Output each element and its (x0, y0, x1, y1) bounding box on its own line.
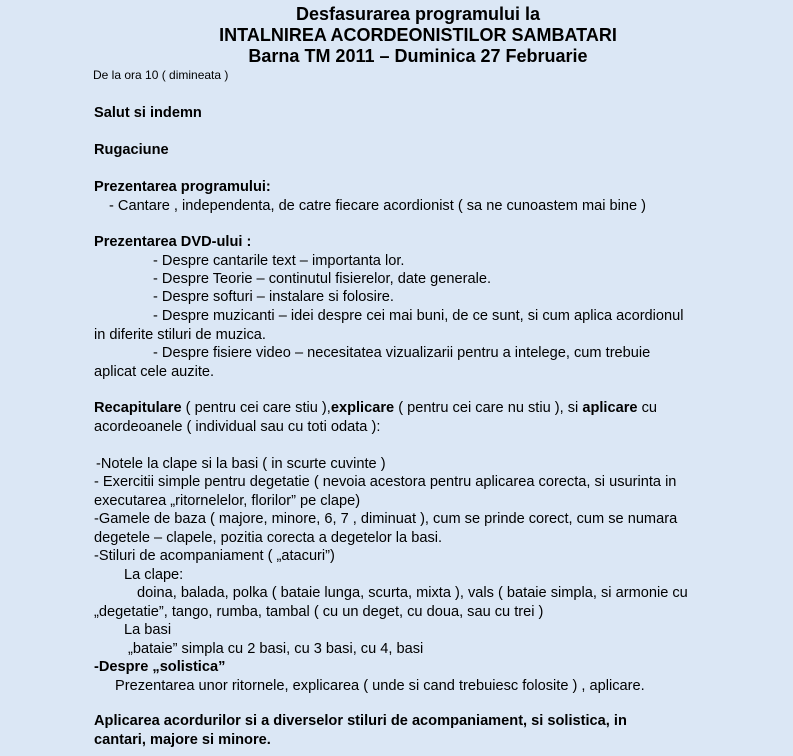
section-rugaciune: Rugaciune (94, 142, 169, 158)
solistica-text: Prezentarea unor ritornele, explicarea ( unde si cand trebuiesc folosite ) , aplicare. (115, 678, 645, 694)
recapitulare-line-2: acordeoanele ( individual sau cu toti odata ): (94, 419, 381, 435)
recapitulare-text-3: cu (637, 400, 657, 416)
section-prezentarea-dvd: Prezentarea DVD-ului : (94, 234, 252, 250)
dvd-item-5: - Despre fisiere video – necesitatea vizualizarii pentru a intelege, cum trebuie (153, 345, 651, 361)
title-line-2: INTALNIREA ACORDEONISTILOR SAMBATARI (219, 25, 617, 45)
detail-notele: -Notele la clape si la basi ( in scurte cuvinte ) (96, 456, 386, 472)
detail-gamele: -Gamele de baza ( majore, minore, 6, 7 , diminuat ), cum se prinde corect, cum se numara (94, 511, 678, 527)
section-salut: Salut si indemn (94, 105, 202, 121)
detail-la-clape: La clape: (124, 567, 184, 583)
dvd-item-3: - Despre softuri – instalare si folosire. (153, 289, 394, 305)
dvd-item-2: - Despre Teorie – continutul fisierelor, date generale. (153, 271, 492, 287)
recapitulare-line-1 (94, 399, 657, 417)
detail-gamele-cont: degetele – clapele, pozitia corecta a degetelor la basi. (94, 530, 443, 546)
section-solistica: -Despre „solistica” (94, 659, 226, 675)
detail-clape-styles: doina, balada, polka ( bataie lunga, scurta, mixta ), vals ( bataie simpla, si armonie cu (137, 585, 688, 601)
dvd-item-4-cont: in diferite stiluri de muzica. (94, 327, 266, 343)
section-prezentarea-programului: Prezentarea programului: (94, 179, 271, 195)
aplicarea-line-2: cantari, majore si minore. (94, 732, 271, 748)
aplicare-word: aplicare (582, 400, 638, 416)
programului-item: - Cantare , independenta, de catre fiecare acordionist ( sa ne cunoastem mai bine ) (109, 198, 647, 214)
explicare-word: explicare (330, 400, 395, 416)
dvd-item-1: - Despre cantarile text – importanta lor. (153, 253, 405, 269)
detail-exercitii: - Exercitii simple pentru degetatie ( nevoia acestora pentru aplicarea corecta, si usurinta in (94, 474, 677, 490)
title-line-3: Barna TM 2011 – Duminica 27 Februarie (248, 46, 588, 66)
detail-basi-bataie: „bataie” simpla cu 2 basi, cu 3 basi, cu 4, basi (128, 641, 424, 657)
dvd-item-4: - Despre muzicanti – idei despre cei mai buni, de ce sunt, si cum aplica acordionul (153, 308, 684, 324)
dvd-item-5-cont: aplicat cele auzite. (94, 364, 215, 380)
detail-clape-styles-cont: „degetatie”, tango, rumba, tambal ( cu un deget, cu doua, sau cu trei ) (94, 604, 544, 620)
aplicarea-line-1: Aplicarea acordurilor si a diverselor stiluri de acompaniament, si solistica, in (94, 713, 627, 729)
detail-exercitii-cont: executarea „ritornelelor, florilor” pe clape) (94, 493, 361, 509)
recapitulare-text-1: ( pentru cei care stiu ), (181, 400, 331, 416)
start-time: De la ora 10 ( dimineata ) (93, 68, 229, 82)
title-line-1: Desfasurarea programului la (295, 4, 541, 24)
recapitulare-word: Recapitulare (94, 400, 182, 416)
title-block (0, 4, 793, 67)
detail-stiluri: -Stiluri de acompaniament ( „atacuri”) (94, 548, 335, 564)
recapitulare-text-2: ( pentru cei care nu stiu ), si (394, 400, 583, 416)
detail-la-basi: La basi (124, 622, 172, 638)
